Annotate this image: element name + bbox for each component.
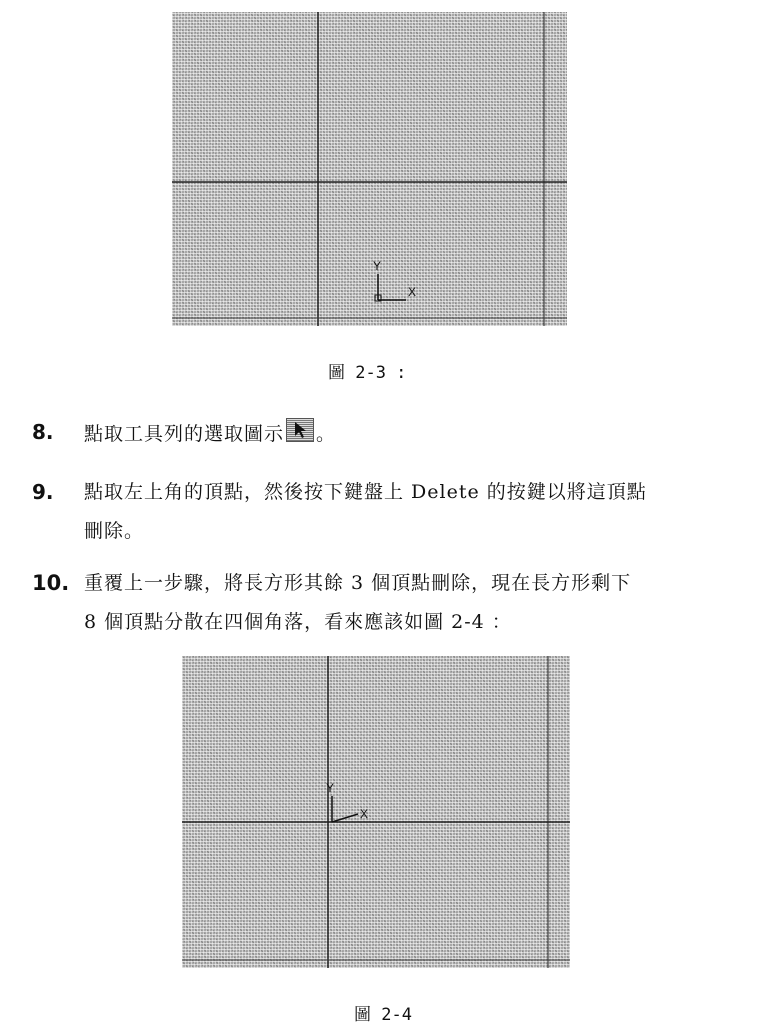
step-8-line-1: 點取工具列的選取圖示 xyxy=(84,423,285,445)
axis-gizmo-icon xyxy=(375,274,406,301)
axis-y-label: Y xyxy=(373,259,382,273)
step-9-line-1: 點取左上角的頂點，然後按下鍵盤上 Delete 的按鍵以將這頂點 xyxy=(84,481,647,503)
step-8-text xyxy=(84,418,336,446)
step-10-line-1: 重覆上一步驟，將長方形其餘 3 個頂點刪除，現在長方形剩下 xyxy=(84,572,632,594)
figure-2-4-caption: 圖 2-4 xyxy=(354,1005,412,1025)
figure-2-3-caption: 圖 2-3 : xyxy=(328,363,407,383)
figure-2-4-grid xyxy=(182,656,570,968)
step-8-number: 8. xyxy=(32,420,54,444)
step-10-number: 10. xyxy=(32,571,70,595)
select-arrow-icon xyxy=(286,418,314,442)
figure-2-4-viewport xyxy=(182,656,570,968)
axis-x-label: X xyxy=(360,807,369,821)
step-9-line-2: 刪除。 xyxy=(84,520,145,542)
axis-gizmo-icon xyxy=(332,796,358,822)
axis-x-label: X xyxy=(408,285,417,299)
axis-y-label: Y xyxy=(326,781,335,795)
figure-2-3-grid xyxy=(172,12,567,326)
step-8-line-2: 。 xyxy=(316,423,337,445)
step-10-line-2: 8 個頂點分散在四個角落，看來應該如圖 2-4 ： xyxy=(84,611,512,633)
figure-2-3-viewport xyxy=(172,12,567,326)
step-9-number: 9. xyxy=(32,480,54,504)
